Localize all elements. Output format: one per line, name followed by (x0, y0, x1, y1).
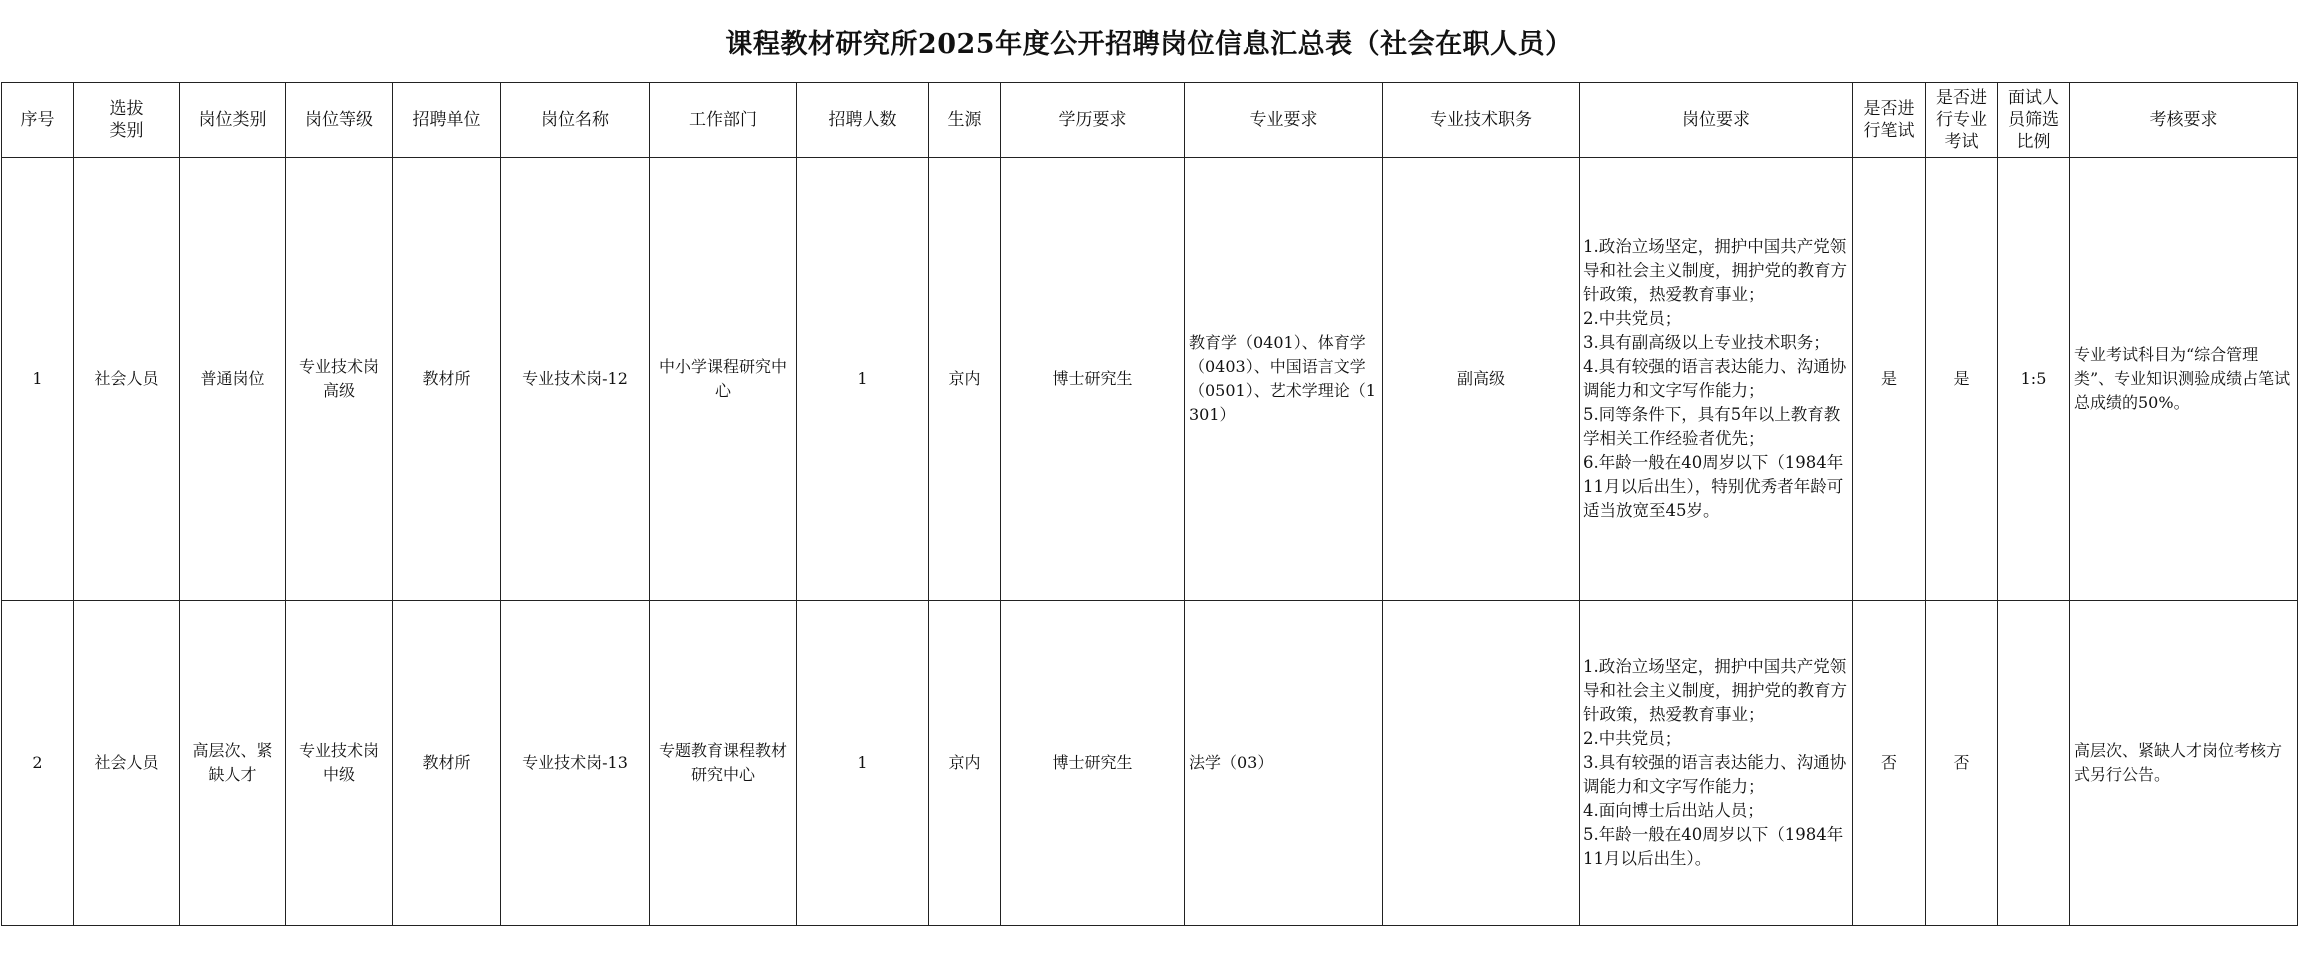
header-ratio: 面试人员筛选比例 (1998, 83, 2070, 158)
cell-professional-exam: 否 (1926, 601, 1998, 926)
cell-written-exam: 是 (1853, 158, 1926, 601)
cell-title-req: 副高级 (1383, 158, 1580, 601)
requirement-line: 4.具有较强的语言表达能力、沟通协调能力和文字写作能力； (1583, 357, 1847, 400)
header-written-exam: 是否进行笔试 (1853, 83, 1926, 158)
header-seq: 序号 (2, 83, 74, 158)
header-count: 招聘人数 (797, 83, 929, 158)
requirement-line: 1.政治立场坚定，拥护中国共产党领导和社会主义制度，拥护党的教育方针政策，热爱教育事业； (1583, 237, 1847, 304)
cell-post-category: 普通岗位 (180, 158, 286, 601)
requirement-line: 3.具有副高级以上专业技术职务； (1583, 333, 1830, 352)
cell-professional-exam: 是 (1926, 158, 1998, 601)
cell-major: 法学（03） (1185, 601, 1383, 926)
cell-selection: 社会人员 (74, 158, 180, 601)
cell-post-level: 专业技术岗高级 (286, 158, 393, 601)
cell-source: 京内 (929, 601, 1001, 926)
cell-post-name: 专业技术岗-13 (501, 601, 650, 926)
header-education: 学历要求 (1001, 83, 1185, 158)
header-post-level: 岗位等级 (286, 83, 393, 158)
cell-major: 教育学（0401）、体育学（0403）、中国语言文学（0501）、艺术学理论（1301） (1185, 158, 1383, 601)
header-requirements: 岗位要求 (1580, 83, 1853, 158)
requirement-line: 5.同等条件下，具有5年以上教育教学相关工作经验者优先； (1583, 405, 1841, 448)
requirement-line: 1.政治立场坚定，拥护中国共产党领导和社会主义制度，拥护党的教育方针政策，热爱教育事业； (1583, 657, 1847, 724)
cell-assessment: 高层次、紧缺人才岗位考核方式另行公告。 (2070, 601, 2298, 926)
header-assessment: 考核要求 (2070, 83, 2298, 158)
table-header-row (2, 83, 2298, 158)
requirement-line: 2.中共党员； (1583, 309, 1682, 328)
cell-seq: 2 (2, 601, 74, 926)
cell-post-category: 高层次、紧缺人才 (180, 601, 286, 926)
cell-selection: 社会人员 (74, 601, 180, 926)
table-row (2, 158, 2298, 601)
cell-education: 博士研究生 (1001, 158, 1185, 601)
cell-title-req (1383, 601, 1580, 926)
header-major: 专业要求 (1185, 83, 1383, 158)
cell-department: 中小学课程研究中心 (650, 158, 797, 601)
cell-post-level: 专业技术岗中级 (286, 601, 393, 926)
header-post-category: 岗位类别 (180, 83, 286, 158)
header-department: 工作部门 (650, 83, 797, 158)
cell-requirements (1580, 601, 1853, 926)
recruitment-table (1, 82, 2298, 926)
requirement-line: 4.面向博士后出站人员； (1583, 801, 1764, 820)
header-selection: 选拔类别 (74, 83, 180, 158)
requirement-line: 3.具有较强的语言表达能力、沟通协调能力和文字写作能力； (1583, 753, 1847, 796)
cell-written-exam: 否 (1853, 601, 1926, 926)
requirement-line: 6.年龄一般在40周岁以下（1984年11月以后出生），特别优秀者年龄可适当放宽至45岁。 (1583, 453, 1844, 520)
cell-department: 专题教育课程教材研究中心 (650, 601, 797, 926)
document-title: 课程教材研究所2025年度公开招聘岗位信息汇总表（社会在职人员） (725, 28, 1573, 60)
requirement-line: 2.中共党员； (1583, 729, 1682, 748)
cell-source: 京内 (929, 158, 1001, 601)
header-source: 生源 (929, 83, 1001, 158)
requirement-line: 5.年龄一般在40周岁以下（1984年11月以后出生）。 (1583, 825, 1844, 868)
cell-unit: 教材所 (393, 158, 501, 601)
header-professional-exam: 是否进行专业考试 (1926, 83, 1998, 158)
table-row (2, 601, 2298, 926)
cell-post-name: 专业技术岗-12 (501, 158, 650, 601)
cell-requirements (1580, 158, 1853, 601)
header-unit: 招聘单位 (393, 83, 501, 158)
cell-education: 博士研究生 (1001, 601, 1185, 926)
header-title-req: 专业技术职务 (1383, 83, 1580, 158)
cell-assessment: 专业考试科目为“综合管理类”、专业知识测验成绩占笔试总成绩的50%。 (2070, 158, 2298, 601)
cell-unit: 教材所 (393, 601, 501, 926)
cell-seq: 1 (2, 158, 74, 601)
cell-ratio: 1:5 (1998, 158, 2070, 601)
header-post-name: 岗位名称 (501, 83, 650, 158)
cell-count: 1 (797, 601, 929, 926)
cell-ratio (1998, 601, 2070, 926)
cell-count: 1 (797, 158, 929, 601)
